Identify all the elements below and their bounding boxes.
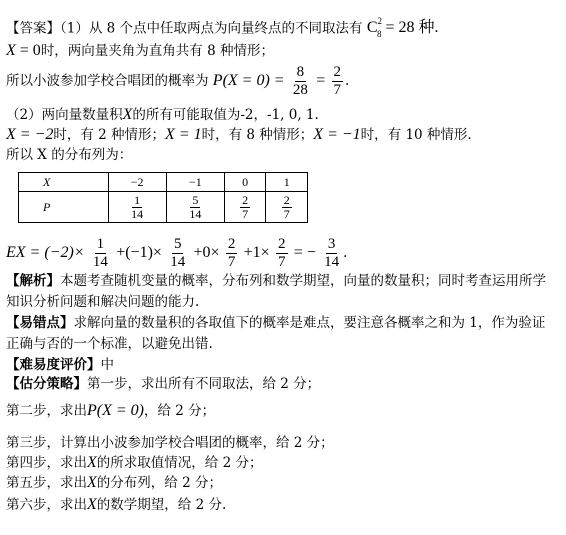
answer-line-1: 【答案】（1）从 8 个点中任取两点为向量终点的不同取法有 $C^2_8 = 28$ 种. (6, 16, 439, 39)
table-row: X −2 −1 0 1 (19, 173, 308, 192)
expectation-formula: EX = (−2)× $\frac{1}{14}$ +(−1)× $\frac{5}{14}$ +0× $\frac{2}{7}$ +1× $\frac{2}{7}$ = − $\frac{3}{14}$ . (6, 236, 348, 270)
answer-tag: 【答案】 (6, 20, 60, 37)
scoring-tag: 【估分策略】 (6, 376, 87, 392)
difficulty-line: 【难易度评价】中 (6, 357, 114, 373)
scoring-step-6: 第六步，求出X的数学期望，给 2 分. (6, 496, 227, 513)
pitfall-line-1: 【易错点】求解向量的数量积的各取值下的概率是难点，要注意各概率之和为 1，作为验证 (6, 315, 546, 331)
answer-line-4: （2）两向量数量积X的所有可能取值为-2，-1, 0, 1. (6, 106, 319, 123)
answer-line-3: 所以小波参加学校合唱团的概率为 P(X = 0) = $\frac{8}{28}$ = $\frac{2}{7}$ . (6, 64, 350, 98)
scoring-step-3: 第三步，计算出小波参加学校合唱团的概率，给 2 分； (6, 435, 334, 451)
scoring-step-1: 【估分策略】第一步，求出所有不同取法，给 2 分； (6, 376, 321, 392)
answer-line-5: X = −2时，有 2 种情形；X = 1时，有 8 种情形；X = −1时，有 10 种情形. (6, 126, 472, 143)
scoring-step-4: 第四步，求出X的所求取值情况，给 2 分； (6, 454, 263, 471)
fraction: $\frac{8}{28}$ (292, 64, 308, 98)
answer-line-2: X = 0时，两向量夹角为直角共有 8 种情形； (6, 42, 274, 59)
analysis-tag: 【解析】 (6, 273, 60, 289)
table-row: P $\frac{1}{14}$ $\frac{5}{14}$ $\frac{2}{7}$ $\frac{2}{7}$ (19, 192, 308, 223)
scoring-step-2: 第二步，求出P(X = 0)，给 2 分； (6, 402, 216, 419)
analysis-line-2: 知识分析问题和解决问题的能力. (6, 294, 200, 310)
pitfall-line-2: 正确与否的一个标准，以避免出错. (6, 336, 213, 352)
distribution-table (18, 172, 308, 223)
scoring-step-5: 第五步，求出X的分布列，给 2 分； (6, 474, 222, 491)
pitfall-tag: 【易错点】 (6, 315, 74, 331)
analysis-line-1: 【解析】本题考查随机变量的概率，分布列和数学期望，向量的数量积；同时考查运用所学 (6, 273, 546, 289)
fraction: $\frac{2}{7}$ (333, 64, 342, 98)
difficulty-tag: 【难易度评价】 (6, 357, 101, 373)
answer-line-6: 所以 X 的分布列为： (6, 147, 133, 163)
